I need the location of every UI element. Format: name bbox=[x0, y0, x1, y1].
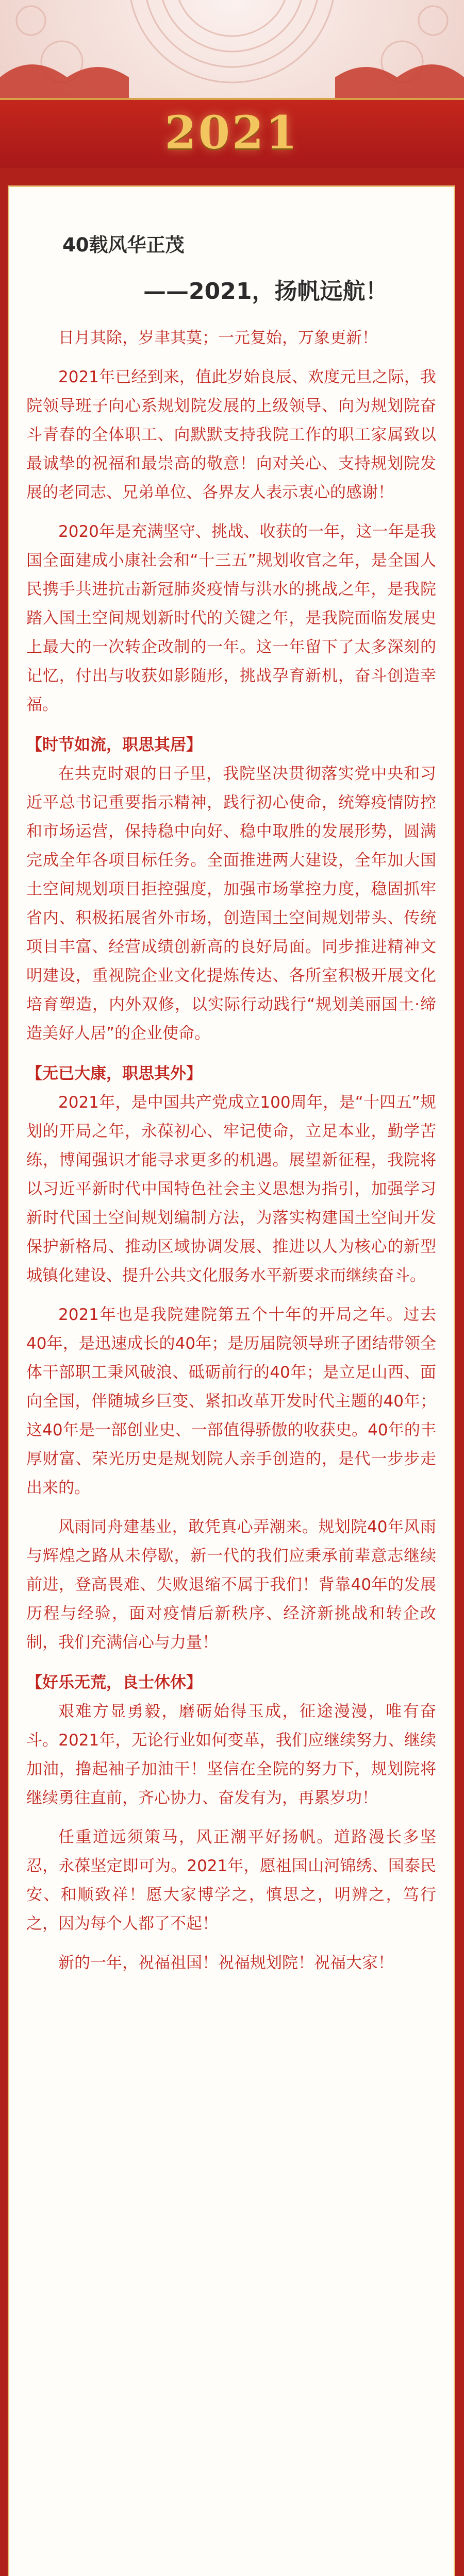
paragraph: 2021年已经到来，值此岁始良辰、欢度元旦之际，我院领导班子向心系规划院发展的上级领导、向为规划院奋斗青春的全体职工、向默默支持我院工作的职工家属致以最诚挚的祝福和最崇高的敬意！向对关心、支持规划院发展的老同志、兄弟单位、各界友人表示衷心的感谢！ bbox=[26, 368, 436, 502]
section-title-1: 【时节如流，职思其居】 bbox=[26, 736, 202, 754]
section-title-3: 【好乐无荒，良士休休】 bbox=[26, 1673, 202, 1692]
headline-line2: ——2021，扬帆远航！ bbox=[143, 278, 388, 304]
paragraph: 2020年是充满坚守、挑战、收获的一年，这一年是我国全面建成小康社会和“十三五”规划收官之年，是全国人民携手共进抗击新冠肺炎疫情与洪水的挑战之年，是我院踏入国土空间规划新时代的关键之年，是我院面临发展史上最大的一次转企改制的一年。这一年留下了太多深刻的记忆，付出与收获如影随形，挑战孕育新机，奋斗创造幸福。 bbox=[26, 522, 436, 714]
headline-line1: 40载风华正茂 bbox=[62, 234, 185, 256]
paragraph: 新的一年，祝福祖国！祝福规划院！祝福大家！ bbox=[58, 1954, 394, 1972]
paragraph: 任重道远须策马，风正潮平好扬帆。道路漫长多坚忍，永葆坚定即可为。2021年，愿祖国山河锦绣、国泰民安、和顺致祥！愿大家博学之，慎思之，明辨之，笃行之，因为每个人都了不起！ bbox=[26, 1828, 436, 1933]
paragraph: 在共克时艰的日子里，我院坚决贯彻落实党中央和习近平总书记重要指示精神，践行初心使命，统筹疫情防控和市场运营，保持稳中向好、稳中取胜的发展形势，圆满完成全年各项目标任务。全面推进两大建设，全年加大国土空间规划项目拒控强度，加强市场掌控力度，稳固抓牢省内、积极拓展省外市场，创造国土空间规划带头、传统项目丰富、经营成绩创新高的良好局面。同步推进精神文明建设，重视院企业文化提炼传达、各所室积极开展文化培育塑造，内外双修，以实际行动践行“规划美丽国土·缔造美好人居”的企业使命。 bbox=[26, 765, 436, 1043]
paragraph: 2021年也是我院建院第五个十年的开局之年。过去40年，是迅速成长的40年；是历届院领导班子团结带领全体干部职工秉风破浪、砥砺前行的40年；是立足山西、面向全国，伴随城乡巨变、紧扣改革开发时代主题的40年；这40年是一部创业史、一部值得骄傲的收获史。40年的丰厚财富、荣光历史是规划院人亲手创造的，是代一步步走出来的。 bbox=[26, 1306, 436, 1497]
paragraph: 风雨同舟建基业，敢凭真心弄潮来。规划院40年风雨与辉煌之路从未停歇，新一代的我们应秉承前辈意志继续前进，登高畏难、失败退缩不属于我们！背靠40年的发展历程与经验，面对疫情后新秩序、经济新挑战和转企改制，我们充满信心与力量！ bbox=[26, 1518, 436, 1652]
paragraph: 日月其除，岁聿其莫；一元复始，万象更新！ bbox=[58, 329, 378, 347]
article-body bbox=[26, 324, 436, 1977]
section-title-2: 【无已大康，职思其外】 bbox=[26, 1064, 202, 1083]
paragraph: 2021年，是中国共产党成立100周年，是“十四五”规划的开局之年，永葆初心、牢记使命，立足本业，勤学苦练，博闻强识才能寻求更多的机遇。展望新征程，我院将以习近平新时代中国特色社会主义思想为指引，加强学习新时代国土空间规划编制方法，为落实构建国土空间开发保护新格局、推动区域协调发展、推进以人为核心的新型城镇化建设、提升公共文化服务水平新要求而继续奋斗。 bbox=[26, 1093, 436, 1285]
cloud-pattern-icon bbox=[0, 0, 464, 98]
article-card bbox=[8, 185, 455, 2576]
paragraph: 艰难方显勇毅，磨砺始得玉成，征途漫漫，唯有奋斗。2021年，无论行业如何变革，我们应继续努力、继续加油，撸起袖子加油干！坚信在全院的努力下，规划院将继续勇往直前，齐心协力、奋发有为，再累岁功！ bbox=[26, 1702, 436, 1807]
year-title: 2021 bbox=[164, 106, 300, 159]
